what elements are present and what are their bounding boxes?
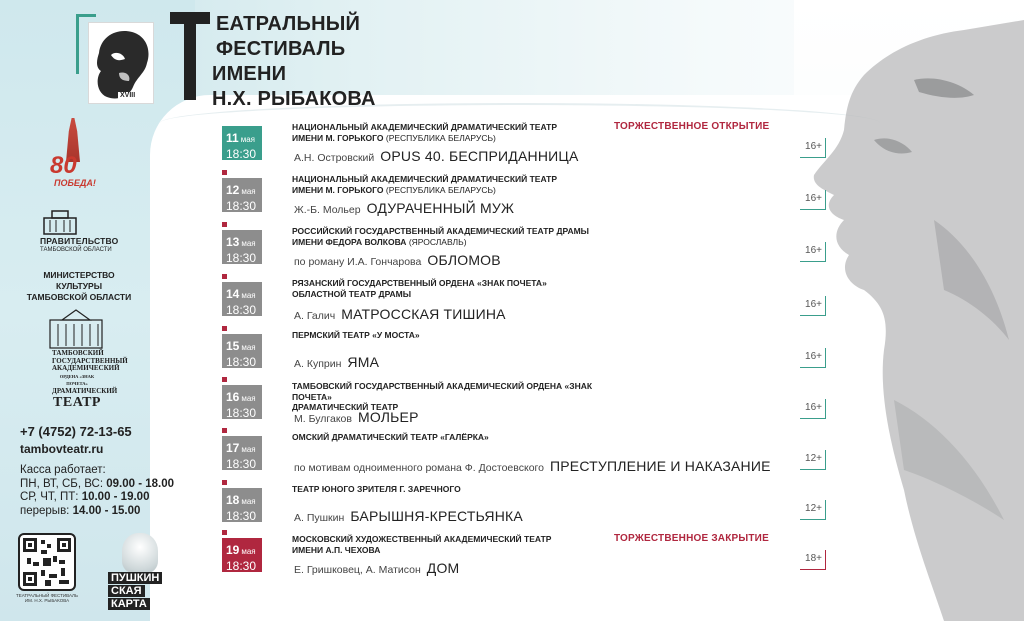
government-label: ПРАВИТЕЛЬСТВО ТАМБОВСКОЙ ОБЛАСТИ	[40, 236, 119, 253]
date-badge: 11 мая 18:30	[222, 126, 262, 160]
rybakov-portrait-silhouette	[794, 20, 1024, 621]
play-info	[294, 508, 523, 526]
box-office-label: Касса работает:	[20, 464, 106, 476]
play-title: ОБЛОМОВ	[427, 252, 501, 268]
festival-logo	[76, 14, 156, 104]
special-event-label: ТОРЖЕСТВЕННОЕ ЗАКРЫТИЕ	[614, 533, 769, 544]
row-marker	[222, 222, 227, 227]
theatre-name: РОССИЙСКИЙ ГОСУДАРСТВЕННЫЙ АКАДЕМИЧЕСКИЙ ТЕАТР ДРАМЫ ИМЕНИ ФЕДОРА ВОЛКОВА (ЯРОСЛАВЛЬ)	[292, 226, 589, 247]
theatre-name: ТЕАТР ЮНОГО ЗРИТЕЛЯ Г. ЗАРЕЧНОГО	[292, 484, 461, 494]
hours-row-1: ПН, ВТ, СБ, ВС: 09.00 - 18.00	[20, 477, 175, 490]
theatre-name: НАЦИОНАЛЬНЫЙ АКАДЕМИЧЕСКИЙ ДРАМАТИЧЕСКИЙ ТЕАТР ИМЕНИ М. ГОРЬКОГО (РЕСПУБЛИКА БЕЛАРУСЬ)	[292, 174, 558, 195]
theatre-name: ТАМБОВСКИЙ ГОСУДАРСТВЕННЫЙ АКАДЕМИЧЕСКИЙ ОРДЕНА «ЗНАК ПОЧЕТА» ДРАМАТИЧЕСКИЙ ТЕАТР	[292, 381, 593, 412]
row-marker	[222, 170, 227, 175]
play-info	[294, 354, 379, 372]
age-rating: 16+	[800, 296, 826, 316]
row-marker	[222, 480, 227, 485]
play-info	[294, 148, 579, 166]
break-row: перерыв: 14.00 - 15.00	[20, 504, 141, 517]
theatre-name: НАЦИОНАЛЬНЫЙ АКАДЕМИЧЕСКИЙ ДРАМАТИЧЕСКИЙ ТЕАТР ИМЕНИ М. ГОРЬКОГО (РЕСПУБЛИКА БЕЛАРУСЬ)	[292, 122, 558, 143]
play-author: по мотивам одноименного романа Ф. Достоевского	[294, 462, 544, 474]
play-title: ЯМА	[347, 354, 380, 370]
play-info	[294, 458, 771, 476]
play-author: А. Куприн	[294, 358, 342, 370]
row-marker	[222, 377, 227, 382]
play-author: А. Пушкин	[294, 512, 345, 524]
age-rating: 16+	[800, 348, 826, 368]
play-title: МАТРОССКАЯ ТИШИНА	[341, 306, 506, 322]
theatre-name: ПЕРМСКИЙ ТЕАТР «У МОСТА»	[292, 330, 420, 340]
date-badge: 13 мая 18:30	[222, 230, 262, 264]
hours-row-2: СР, ЧТ, ПТ: 10.00 - 19.00	[20, 491, 150, 503]
pushkin-card-logo: ПУШКИН СКАЯ КАРТА	[108, 533, 178, 605]
victory-80-logo: 80 ПОБЕДА!	[46, 118, 102, 194]
play-title: БАРЫШНЯ-КРЕСТЬЯНКА	[350, 508, 523, 524]
date-badge: 17 мая 18:30	[222, 436, 262, 470]
qr-code[interactable]	[18, 533, 76, 591]
age-rating: 16+	[800, 242, 826, 262]
date-badge: 15 мая 18:30	[222, 334, 262, 368]
date-badge: 14 мая 18:30	[222, 282, 262, 316]
ministry-label: МИНИСТЕРСТВО КУЛЬТУРЫ ТАМБОВСКОЙ ОБЛАСТИ	[26, 270, 132, 302]
age-rating: 16+	[800, 190, 826, 210]
row-marker	[222, 326, 227, 331]
pushkin-bust-icon	[122, 533, 158, 573]
play-author: М. Булгаков	[294, 413, 352, 425]
date-badge: 16 мая 18:30	[222, 385, 262, 419]
tambov-theatre-icon	[46, 306, 106, 350]
tambov-theatre-name: ТАМБОВСКИЙ ГОСУДАРСТВЕННЫЙ АКАДЕМИЧЕСКИЙ ОРДЕНА «ЗНАК ПОЧЕТА» ДРАМАТИЧЕСКИЙ ТЕАТР	[52, 349, 128, 410]
row-marker	[222, 530, 227, 535]
play-info	[294, 252, 501, 270]
play-title: МОЛЬЕР	[357, 409, 419, 425]
play-info	[294, 200, 514, 218]
theatre-name: РЯЗАНСКИЙ ГОСУДАРСТВЕННЫЙ ОРДЕНА «ЗНАК ПОЧЕТА» ОБЛАСТНОЙ ТЕАТР ДРАМЫ	[292, 278, 547, 299]
play-author: А. Галич	[294, 310, 336, 322]
qr-caption: ТЕАТРАЛЬНЫЙ ФЕСТИВАЛЬ ИМ. Н.Х. РЫБАКОВА	[16, 593, 78, 603]
row-marker	[222, 428, 227, 433]
age-rating: 16+	[800, 138, 826, 158]
play-info	[294, 306, 506, 324]
age-rating: 12+	[800, 500, 826, 520]
date-badge: 19 мая 18:30	[222, 538, 262, 572]
contacts-block	[20, 425, 195, 518]
theatre-name: МОСКОВСКИЙ ХУДОЖЕСТВЕННЫЙ АКАДЕМИЧЕСКИЙ ТЕАТР ИМЕНИ А.П. ЧЕХОВА	[292, 534, 552, 555]
play-author: А.Н. Островский	[294, 152, 375, 164]
special-event-label: ТОРЖЕСТВЕННОЕ ОТКРЫТИЕ	[614, 121, 770, 132]
play-title: ОДУРАЧЕННЫЙ МУЖ	[366, 200, 515, 216]
play-author: Ж.-Б. Мольер	[294, 204, 361, 216]
date-badge: 12 мая 18:30	[222, 178, 262, 212]
play-title: ПРЕСТУПЛЕНИЕ И НАКАЗАНИЕ	[549, 458, 771, 474]
age-rating: 18+	[800, 550, 826, 570]
date-badge: 18 мая 18:30	[222, 488, 262, 522]
play-title: ДОМ	[426, 560, 460, 576]
row-marker	[222, 274, 227, 279]
festival-title: ЕАТРАЛЬНЫЙ ФЕСТИВАЛЬ ИМЕНИ Н.Х. РЫБАКОВА	[212, 13, 376, 110]
theatre-name: ОМСКИЙ ДРАМАТИЧЕСКИЙ ТЕАТР «ГАЛЁРКА»	[292, 432, 489, 442]
play-info	[294, 409, 419, 427]
play-info	[294, 560, 459, 578]
age-rating: 12+	[800, 450, 826, 470]
website-link[interactable]: tambovteatr.ru	[20, 441, 104, 456]
government-building-icon	[42, 208, 78, 236]
play-author: Е. Гришковец, А. Матисон	[294, 564, 421, 576]
edition-label: XVIII	[120, 92, 136, 99]
phone-number[interactable]: +7 (4752) 72-13-65	[20, 424, 132, 439]
play-author: по роману И.А. Гончарова	[294, 256, 422, 268]
age-rating: 16+	[800, 399, 826, 419]
play-title: OPUS 40. БЕСПРИДАННИЦА	[380, 148, 579, 164]
